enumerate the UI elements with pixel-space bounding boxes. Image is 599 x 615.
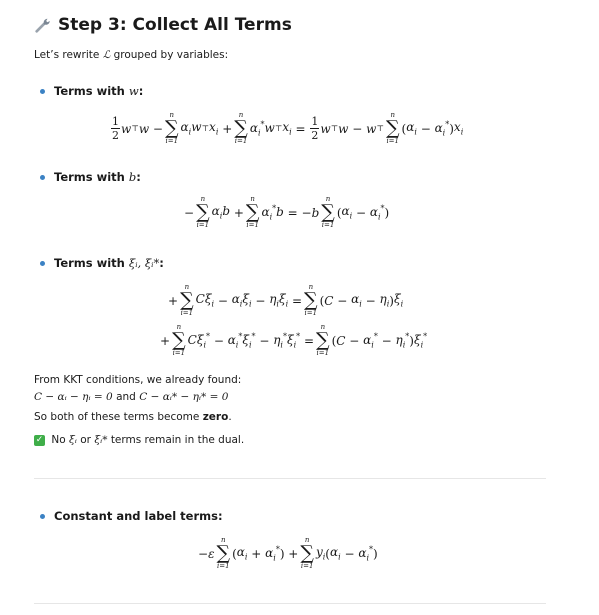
section-label: Constant and label terms: [54,509,223,523]
kkt-line-3-post: . [228,411,232,423]
colon: : [136,170,141,184]
kkt-line-3 [34,411,232,423]
section-label: Terms with [54,256,125,270]
bullet-dot [40,261,45,266]
kkt-line-1: From KKT conditions, we already found: [34,374,242,386]
kkt-line-4 [34,434,244,446]
section-w-header [40,84,143,98]
xi-symbol: ξᵢ [68,434,77,446]
check-icon: ✓ [35,434,44,445]
section-const-header [40,509,223,523]
kkt-line-4-post: terms remain in the dual. [110,434,245,446]
section-label: Terms with [54,170,125,184]
section-var: w [128,84,139,98]
colon: : [159,256,164,270]
kkt-line-3-pre: So both of these terms become [34,411,200,423]
equation-xi-1: + n ∑ i=1 $C\xi_i$ − $\alpha_i\xi_i$ − $\eta_i\xi_i$ = n ∑ i=1 ( C − $\alpha_i$ − $\eta_i$ ) $\xi_i$ [168,283,404,317]
intro-text [34,49,228,61]
kkt-line-2 [34,391,228,403]
intro-text-part1: Let’s rewrite [34,49,100,61]
xi-star-symbol: ξᵢ* [94,434,108,446]
equation-w: $\frac{1}{2}$ w ⊤ w − n ∑ i=1 $\alpha_iw$ ⊤ $x_i$ + n ∑ i=1 $\alpha_i^*w$ ⊤ $x_i$ = $\frac{1}{2}$ w ⊤ w − w ⊤ n ∑ i=1 ( $\alpha_i$ − $\alpha_i^*$ ) $x_i$ [112,111,464,145]
section-var: ξᵢ, ξᵢ* [128,256,160,270]
equation-b: − n ∑ i=1 $\alpha_ib$ + n ∑ i=1 $\alpha_i^*b$ = − b n ∑ i=1 ( $\alpha_i$ − $\alpha_i^*$ ) [184,195,390,229]
divider [34,603,546,604]
intro-text-part2: grouped by variables: [113,49,229,61]
section-var: b [128,170,137,184]
wrench-icon [34,16,52,34]
divider [34,478,546,479]
step-title: Step 3: Collect All Terms [58,15,292,35]
lagrangian-symbol: ℒ [102,49,111,61]
bullet-dot [40,514,45,519]
kkt-and: and [116,391,136,403]
step-heading [34,15,292,35]
equation-const: − ε n ∑ i=1 ( $\alpha_i$ + $\alpha_i^*$ ) + n ∑ i=1 $y_i$ ( $\alpha_i$ − $\alpha_i^*$ ) [198,536,378,570]
kkt-or: or [80,434,91,446]
section-label: Terms with [54,84,125,98]
bullet-dot [40,175,45,180]
kkt-eq-1: C − αᵢ − ηᵢ = 0 [34,391,113,403]
section-b-header [40,170,141,184]
kkt-zero: zero [202,411,229,423]
bullet-dot [40,89,45,94]
kkt-line-4-pre: No [51,434,66,446]
equation-xi-2: + n ∑ i=1 $C\xi_i^*$ − $\alpha_i^*\xi_i^*$ − $\eta_i^*\xi_i^*$ = n ∑ i=1 ( C − $\alpha_i^*$ − $\eta_i^*$ ) $\xi_i^*$ [160,323,428,357]
kkt-eq-2: C − αᵢ* − ηᵢ* = 0 [139,391,229,403]
section-xi-header [40,256,164,270]
colon: : [138,84,144,98]
